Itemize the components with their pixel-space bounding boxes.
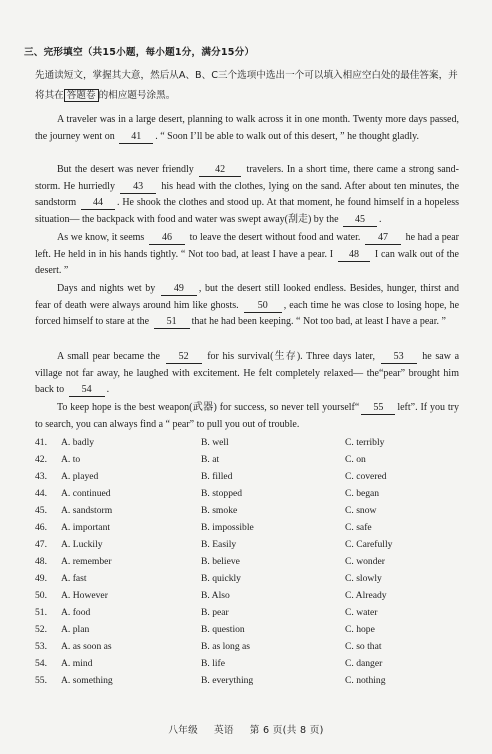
option-b: B. pear	[201, 607, 229, 618]
option-row	[35, 488, 465, 504]
para-text: A traveler was in a large desert, planning to walk across it in one month. Twenty more days passed, the journey went on	[35, 114, 459, 142]
question-number: 44.	[35, 488, 47, 499]
question-number: 53.	[35, 641, 47, 652]
para-text: As we know, it seems	[57, 232, 145, 243]
para-text: his head with the clothes, lying on the sand. After about ten minutes, the sandstorm	[35, 180, 460, 208]
option-row	[35, 539, 465, 555]
option-b: B. stopped	[201, 488, 243, 499]
para-text: I can walk out of the desert. ”	[35, 248, 459, 276]
option-c: C. slowly	[345, 573, 382, 584]
option-a: A. important	[61, 522, 111, 533]
option-a: A. as soon as	[61, 641, 112, 652]
para-text: left”. If you try to search, you can always find a “ pear” to pull you out of trouble.	[35, 402, 459, 430]
option-b: B. well	[201, 437, 229, 448]
option-row	[35, 624, 465, 640]
question-number: 41.	[35, 437, 47, 448]
para-text: Days and nights wet by	[57, 283, 156, 294]
question-number: 50.	[35, 590, 47, 601]
blank-54: 54	[69, 384, 105, 397]
option-a: A. Luckily	[61, 539, 103, 550]
para-text: travelers. In a short time, there came a strong sand-storm. He hurriedly	[35, 164, 459, 192]
option-a: A. continued	[61, 488, 111, 499]
option-a: A. badly	[61, 437, 95, 448]
blank-43: 43	[120, 181, 156, 194]
question-number: 48.	[35, 556, 47, 567]
blank-42: 42	[199, 164, 241, 177]
option-c: C. snow	[345, 505, 377, 516]
option-b: B. impossible	[201, 522, 254, 533]
blank-47: 47	[365, 232, 401, 245]
passage-paragraph-6	[35, 400, 459, 433]
option-row	[35, 675, 465, 691]
blank-49: 49	[161, 283, 197, 296]
blank-53: 53	[381, 351, 417, 364]
para-text: .	[379, 213, 382, 225]
option-c: C. wonder	[345, 556, 385, 567]
option-c: C. nothing	[345, 675, 386, 686]
footer-subject: 英语	[214, 725, 234, 736]
question-number: 51.	[35, 607, 47, 618]
blank-46: 46	[149, 232, 185, 245]
para-text: A small pear became the	[57, 351, 160, 362]
question-number: 43.	[35, 471, 47, 482]
question-number: 47.	[35, 539, 47, 550]
para-text: , each time he was close to losing hope, he forced himself to stare at the	[35, 299, 460, 327]
option-row	[35, 556, 465, 572]
passage-paragraph-3	[35, 230, 459, 280]
footer-page-number: 第 6 页(共 8 页)	[249, 725, 324, 736]
blank-41: 41	[119, 131, 153, 144]
option-row	[35, 437, 465, 453]
option-row	[35, 454, 465, 470]
option-row	[35, 658, 465, 674]
option-b: B. at	[201, 454, 220, 465]
option-row	[35, 641, 465, 657]
footer-grade: 八年级	[168, 725, 198, 736]
passage-paragraph-1	[35, 112, 459, 145]
option-a: A. However	[61, 590, 108, 601]
option-row	[35, 607, 465, 623]
section-instructions	[35, 66, 460, 106]
question-number: 52.	[35, 624, 47, 635]
option-a: A. played	[61, 471, 99, 482]
option-c: C. danger	[345, 658, 383, 669]
blank-52: 52	[166, 351, 202, 364]
blank-44: 44	[81, 197, 115, 210]
option-c: C. covered	[345, 471, 387, 482]
option-b: B. smoke	[201, 505, 238, 516]
option-c: C. began	[345, 488, 380, 499]
option-a: A. plan	[61, 624, 90, 635]
question-number: 45.	[35, 505, 47, 516]
para-text: . “ Soon I’ll be able to walk out of this desert, ” he thought gladly.	[155, 130, 419, 142]
option-row	[35, 590, 465, 606]
option-c: C. terribly	[345, 437, 385, 448]
option-a: A. food	[61, 607, 91, 618]
passage-paragraph-2	[35, 162, 459, 228]
blank-55: 55	[361, 402, 395, 415]
option-b: B. as long as	[201, 641, 251, 652]
para-text: .	[106, 384, 110, 395]
section-title: 三、完形填空（共15小题，每小题1分，满分15分）	[24, 47, 255, 58]
option-row	[35, 573, 465, 589]
question-number: 42.	[35, 454, 47, 465]
option-a: A. remember	[61, 556, 112, 567]
instruction-text-2: 的相应题号涂黑。	[98, 90, 176, 101]
option-c: C. water	[345, 607, 378, 618]
para-text: But the desert was never friendly	[57, 164, 194, 175]
option-c: C. so that	[345, 641, 382, 652]
question-number: 46.	[35, 522, 47, 533]
option-b: B. filled	[201, 471, 233, 482]
para-text: that he had been keeping. “ Not too bad, at least I have a pear. ”	[191, 316, 446, 327]
para-text: he had a pear left. He held in in his hands tightly. “ Not too bad, at least I have a pear. I	[35, 232, 460, 260]
option-b: B. Easily	[201, 539, 237, 550]
option-a: A. fast	[61, 573, 87, 584]
passage-paragraph-4	[35, 281, 459, 331]
option-a: A. something	[61, 675, 113, 686]
question-number: 54.	[35, 658, 47, 669]
blank-45: 45	[343, 214, 377, 227]
answer-sheet-box: 答题卷	[64, 89, 99, 102]
option-a: A. to	[61, 454, 81, 465]
option-b: B. believe	[201, 556, 240, 567]
option-c: C. safe	[345, 522, 372, 533]
option-row	[35, 522, 465, 538]
option-row	[35, 471, 465, 487]
page-footer	[0, 722, 492, 736]
option-a: A. mind	[61, 658, 93, 669]
passage-paragraph-5	[35, 349, 459, 399]
blank-51: 51	[154, 316, 190, 329]
option-c: C. Already	[345, 590, 387, 601]
option-b: B. life	[201, 658, 225, 669]
option-b: B. Also	[201, 590, 230, 601]
option-row	[35, 505, 465, 521]
option-a: A. sandstorm	[61, 505, 113, 516]
question-number: 49.	[35, 573, 47, 584]
para-text: he saw a village not far away, he laughed with excitement. He felt completely relaxed— the“pear” brought him back to	[35, 351, 460, 395]
option-c: C. on	[345, 454, 366, 465]
option-b: B. question	[201, 624, 245, 635]
question-number: 55.	[35, 675, 47, 686]
option-b: B. everything	[201, 675, 254, 686]
para-text: . He shook the clothes and stood up. At that moment, he found himself in a hopeless situation— the backpack with food and water was swept away(刮走) by the	[35, 197, 459, 225]
option-c: C. Carefully	[345, 539, 393, 550]
para-text: for his survival(生存). Three days later,	[207, 351, 375, 362]
instruction-text-1: 先通读短文，掌握其大意，然后从A、B、C三个选项中选出一个可以填入相应空白处的最佳答案，并将其在	[35, 70, 458, 101]
blank-50: 50	[244, 300, 282, 313]
para-text: To keep hope is the best weapon(武器) for success, so never tell yourself“	[57, 402, 360, 413]
para-text: to leave the desert without food and water.	[189, 232, 361, 243]
option-b: B. quickly	[201, 573, 241, 584]
blank-48: 48	[338, 249, 370, 262]
option-c: C. hope	[345, 624, 375, 635]
para-text: , but the desert still looked endless. Besides, hunger, thirst and fear of death were always around him like ghosts.	[35, 283, 459, 311]
